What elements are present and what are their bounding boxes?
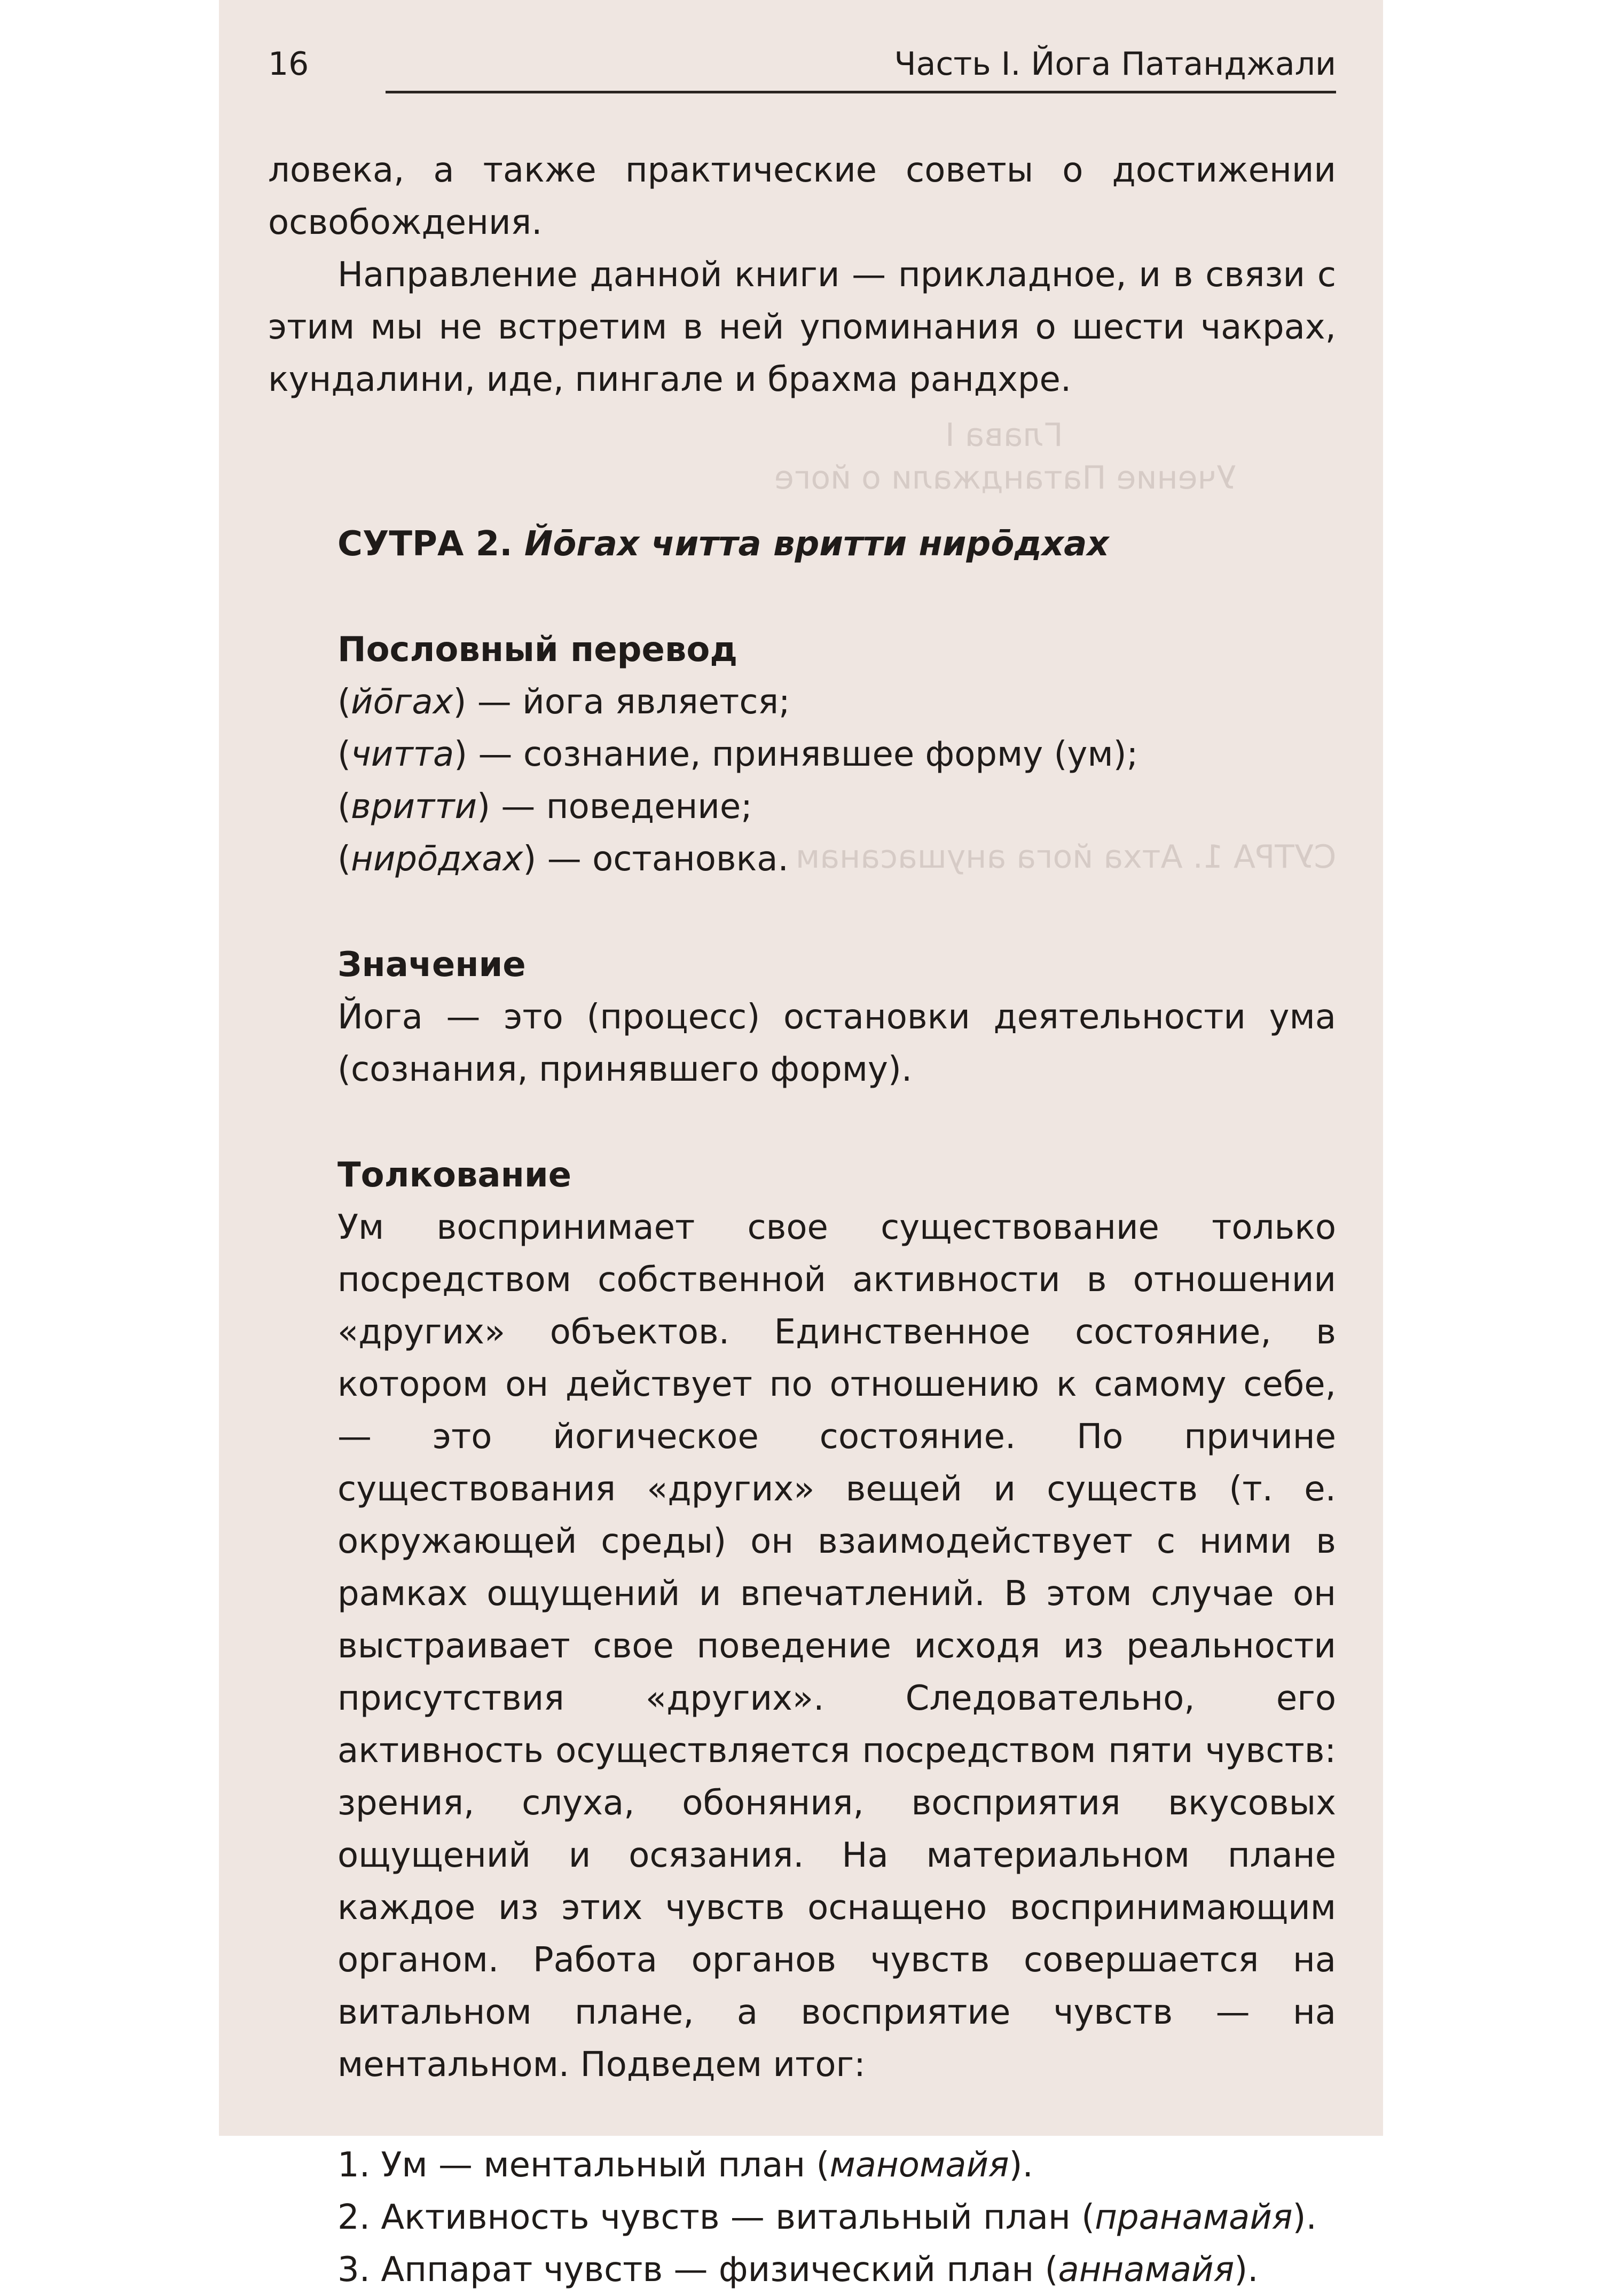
bleed-through-text: СУТРА 1. Атха йога анушасанам [796, 838, 1337, 876]
intro-paragraph-1: ловека, а также практические советы о достижении освобождения. [268, 151, 1336, 242]
list-item-term: пранамайя [1095, 2198, 1293, 2237]
book-page [219, 0, 1383, 2290]
translation-term: вритти [350, 787, 477, 827]
translation-meaning: — сознание, принявшее форму (ум); [467, 735, 1138, 774]
list-item-text: 3. Аппарат чувств — физический план ( [337, 2250, 1058, 2290]
page-number: 16 [268, 45, 309, 83]
translation-item: (нирōдхах) — остановка. [337, 839, 789, 879]
summary-list [268, 2139, 1336, 2296]
list-item [337, 2139, 1336, 2191]
translation-meaning: — йога является; [466, 682, 790, 722]
translation-item: (читта) — сознание, принявшее форму (ум); [337, 735, 1138, 774]
list-item-text: 2. Активность чувств — витальный план ( [337, 2198, 1095, 2237]
commentary-text: Ум воспринимает свое существование только посредством собственной активности в отношении «других» объектов. Единственное состояние, в котором он действует по отношению к самому себе, — это йогическое состояние. По причине существования «других» вещей и существ (т. е. окружающей среды) он взаимодействует с ними в рамках ощущений и впечатлений. В этом случае он выстраивает свое поведение исходя из реальности присутствия «других». Следовательно, его активность осуществляется посредством пяти чувств: зрения, слуха, обоняния, восприятия вкусовых ощущений и осязания. На материальном плане каждое из этих чувств оснащено воспринимающим органом. Работа органов чувств совершается на витальном плане, а восприятие чувств — на ментальном. Подведем итог: [337, 1208, 1336, 2085]
translation-meaning: — остановка. [536, 839, 789, 879]
bleed-through-text: Учение Патанджали о йоге [774, 459, 1236, 497]
list-item [337, 2191, 1336, 2244]
translation-item: (йōгах) — йога является; [337, 682, 790, 722]
intro-paragraph-2: Направление данной книги — прикладное, и в связи с этим мы не встретим в ней упоминания о шести чакрах, кундалини, иде, пингале и брахма рандхре. [268, 255, 1336, 399]
sutra-text: Йōгах читта вритти нирōдхах [524, 524, 1109, 564]
translation-item: (вритти) — поведение; [337, 787, 752, 827]
translation-heading: Пословный перевод [337, 630, 738, 670]
translation-term: нирōдхах [350, 839, 523, 879]
list-item-term: маномайя [829, 2145, 1009, 2185]
list-item [337, 2244, 1336, 2296]
list-item-end: ). [1009, 2145, 1033, 2185]
list-item-end: ). [1234, 2250, 1259, 2290]
page-header [268, 32, 1336, 93]
bleed-through-text: Глава I [945, 416, 1063, 454]
header-rule [386, 91, 1336, 93]
commentary-heading: Толкование [337, 1155, 572, 1195]
list-item-text: 1. Ум — ментальный план ( [337, 2145, 830, 2185]
translation-term: йōгах [350, 682, 453, 722]
page-body [268, 144, 1336, 2296]
meaning-text: Йога — это (процесс) остановки деятельности ума (сознания, принявшего форму). [337, 997, 1336, 1089]
translation-term: читта [350, 735, 454, 774]
sutra-title [268, 518, 1336, 570]
list-item-term: аннамайя [1058, 2250, 1235, 2290]
sutra-label: СУТРА 2. [337, 524, 513, 564]
meaning-heading: Значение [337, 945, 526, 985]
running-head: Часть I. Йога Патанджали [894, 45, 1336, 83]
translation-meaning: — поведение; [490, 787, 752, 827]
list-item-end: ). [1292, 2198, 1317, 2237]
